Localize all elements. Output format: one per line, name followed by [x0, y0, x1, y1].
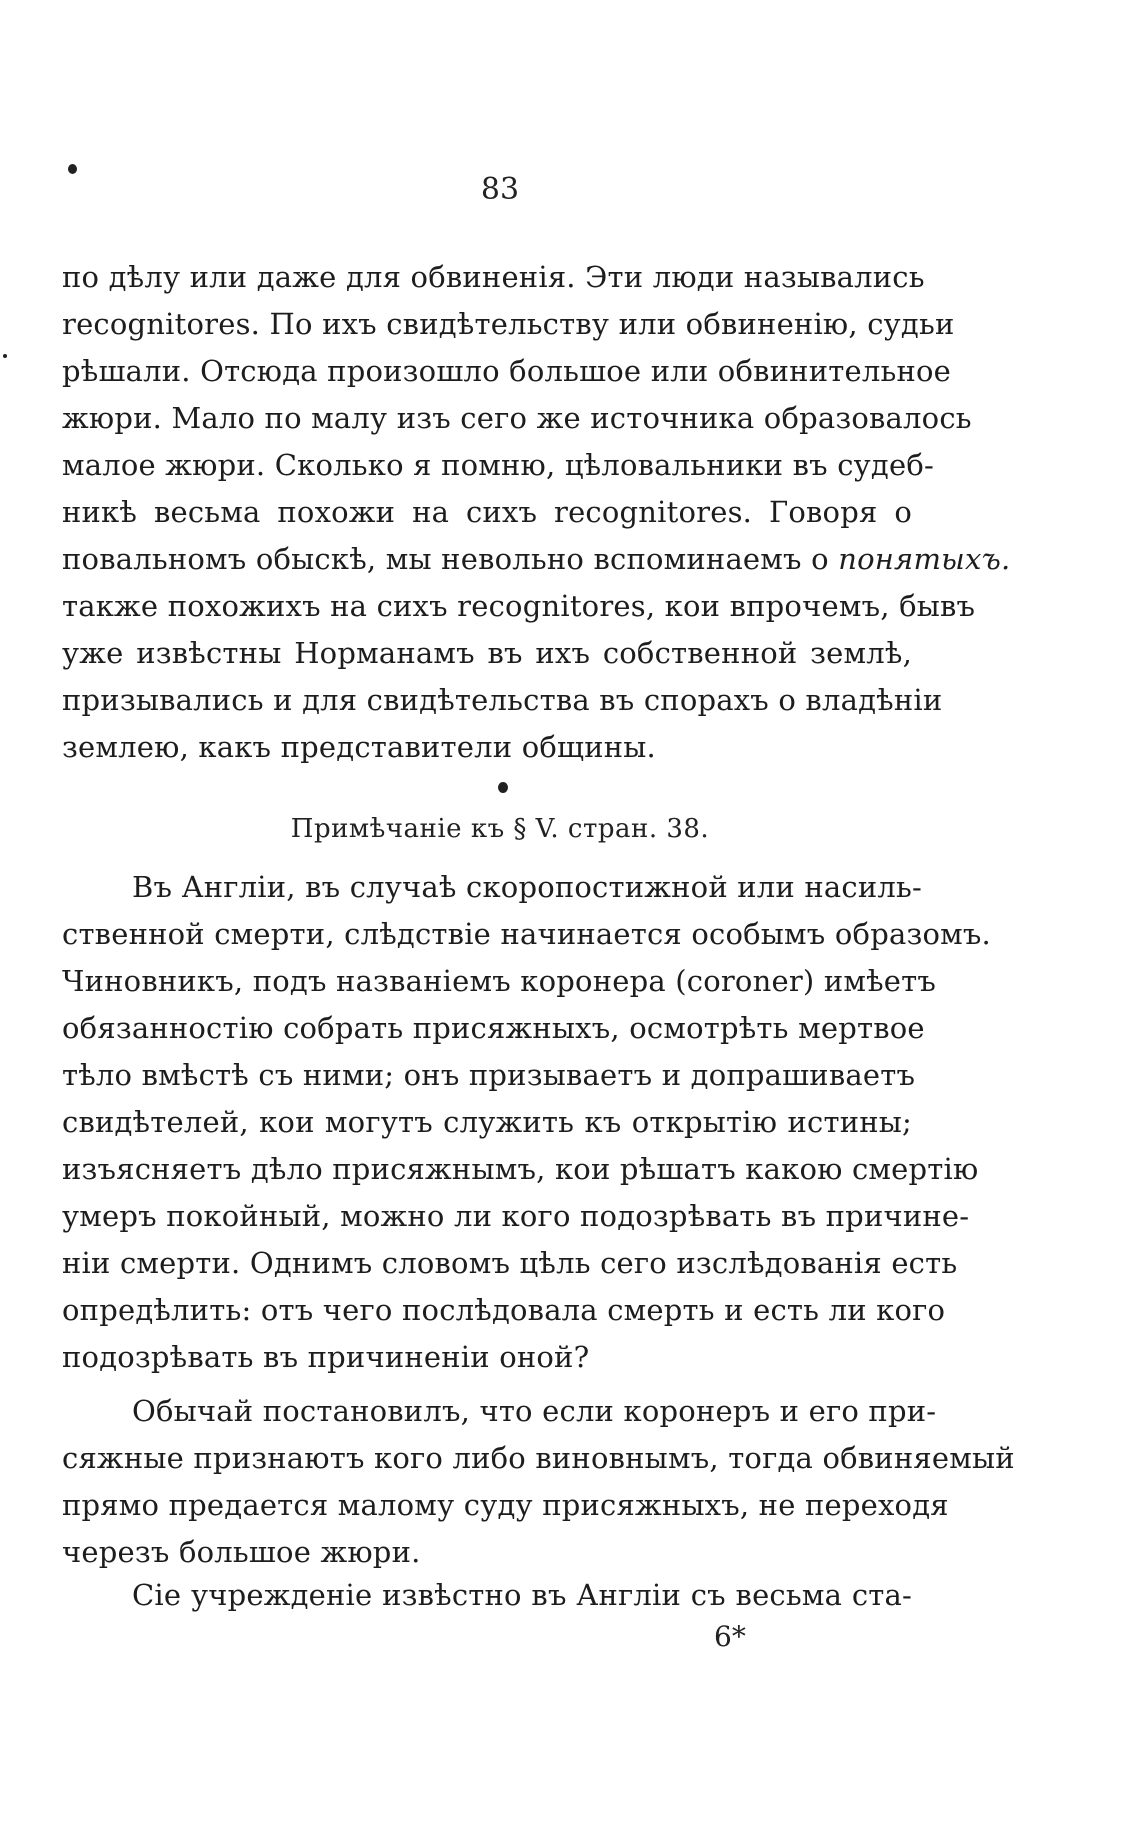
text-line: Обычай постановилъ, что если коронеръ и его при-	[132, 1394, 937, 1428]
ink-speck	[498, 782, 508, 793]
text-line: уже извѣстны Норманамъ въ ихъ собственной землѣ,	[62, 636, 912, 670]
text-line: прямо предается малому суду присяжныхъ, не переходя	[62, 1488, 949, 1522]
page-number: 83	[480, 172, 520, 207]
text-line: обязанностію собрать присяжныхъ, осмотрѣть мертвое	[62, 1011, 925, 1045]
text-line: изъясняетъ дѣло присяжнымъ, кои рѣшатъ какою смертію	[62, 1152, 979, 1186]
text-line: сяжные признаютъ кого либо виновнымъ, тогда обвиняемый	[62, 1441, 1015, 1475]
paragraph-continuation	[62, 254, 1011, 771]
text-line: умеръ покойный, можно ли кого подозрѣвать въ причине-	[62, 1199, 970, 1233]
text-line: подозрѣвать въ причиненіи оной?	[62, 1340, 590, 1374]
text-line: по дѣлу или даже для обвиненія. Эти люди назывались	[62, 260, 925, 294]
text-line: Чиновникъ, подъ названіемъ коронера (coroner) имѣетъ	[62, 964, 937, 998]
paragraph-note	[62, 864, 991, 1381]
text-line: жюри. Мало по малу изъ сего же источника образовалось	[62, 401, 972, 435]
text-line: свидѣтелей, кои могутъ служить къ открытію истины;	[62, 1105, 912, 1139]
text-line: тѣло вмѣстѣ съ ними; онъ призываетъ и допрашиваетъ	[62, 1058, 916, 1092]
text-line-part: повальномъ обыскѣ, мы невольно вспоминаемъ о	[62, 542, 829, 576]
text-line	[62, 536, 1011, 583]
text-line: ніи смерти. Однимъ словомъ цѣль сего изслѣдованія есть	[62, 1246, 958, 1280]
text-line: recognitores. По ихъ свидѣтельству или обвиненію, судьи	[62, 307, 955, 341]
paragraph	[62, 1388, 1015, 1576]
signature-mark: 6*	[714, 1620, 746, 1653]
text-line: черезъ большое жюри.	[62, 1535, 421, 1569]
text-line: малое жюри. Сколько я помню, цѣловальники въ судеб-	[62, 448, 934, 482]
ink-speck	[3, 354, 7, 358]
text-line: Сіе учрежденіе извѣстно въ Англіи съ весьма ста-	[132, 1578, 912, 1612]
text-line: рѣшали. Отсюда произошло большое или обвинительное	[62, 354, 952, 388]
italic-term: понятыхъ.	[838, 542, 1011, 576]
text-line: ственной смерти, слѣдствіе начинается особымъ образомъ.	[62, 917, 991, 951]
text-line: опредѣлить: отъ чего послѣдовала смерть и есть ли кого	[62, 1293, 946, 1327]
text-line: землею, какъ представители общины.	[62, 730, 656, 764]
text-line: Въ Англіи, въ случаѣ скоропостижной или насиль-	[132, 870, 922, 904]
text-line: призывались и для свидѣтельства въ спорахъ о владѣніи	[62, 683, 943, 717]
paragraph	[62, 1572, 912, 1619]
text-line: никѣ весьма похожи на сихъ recognitores. Говоря о	[62, 495, 913, 529]
note-heading: Примѣчаніе къ § V. стран. 38.	[290, 814, 710, 844]
text-line: также похожихъ на сихъ recognitores, кои впрочемъ, бывъ	[62, 589, 976, 623]
